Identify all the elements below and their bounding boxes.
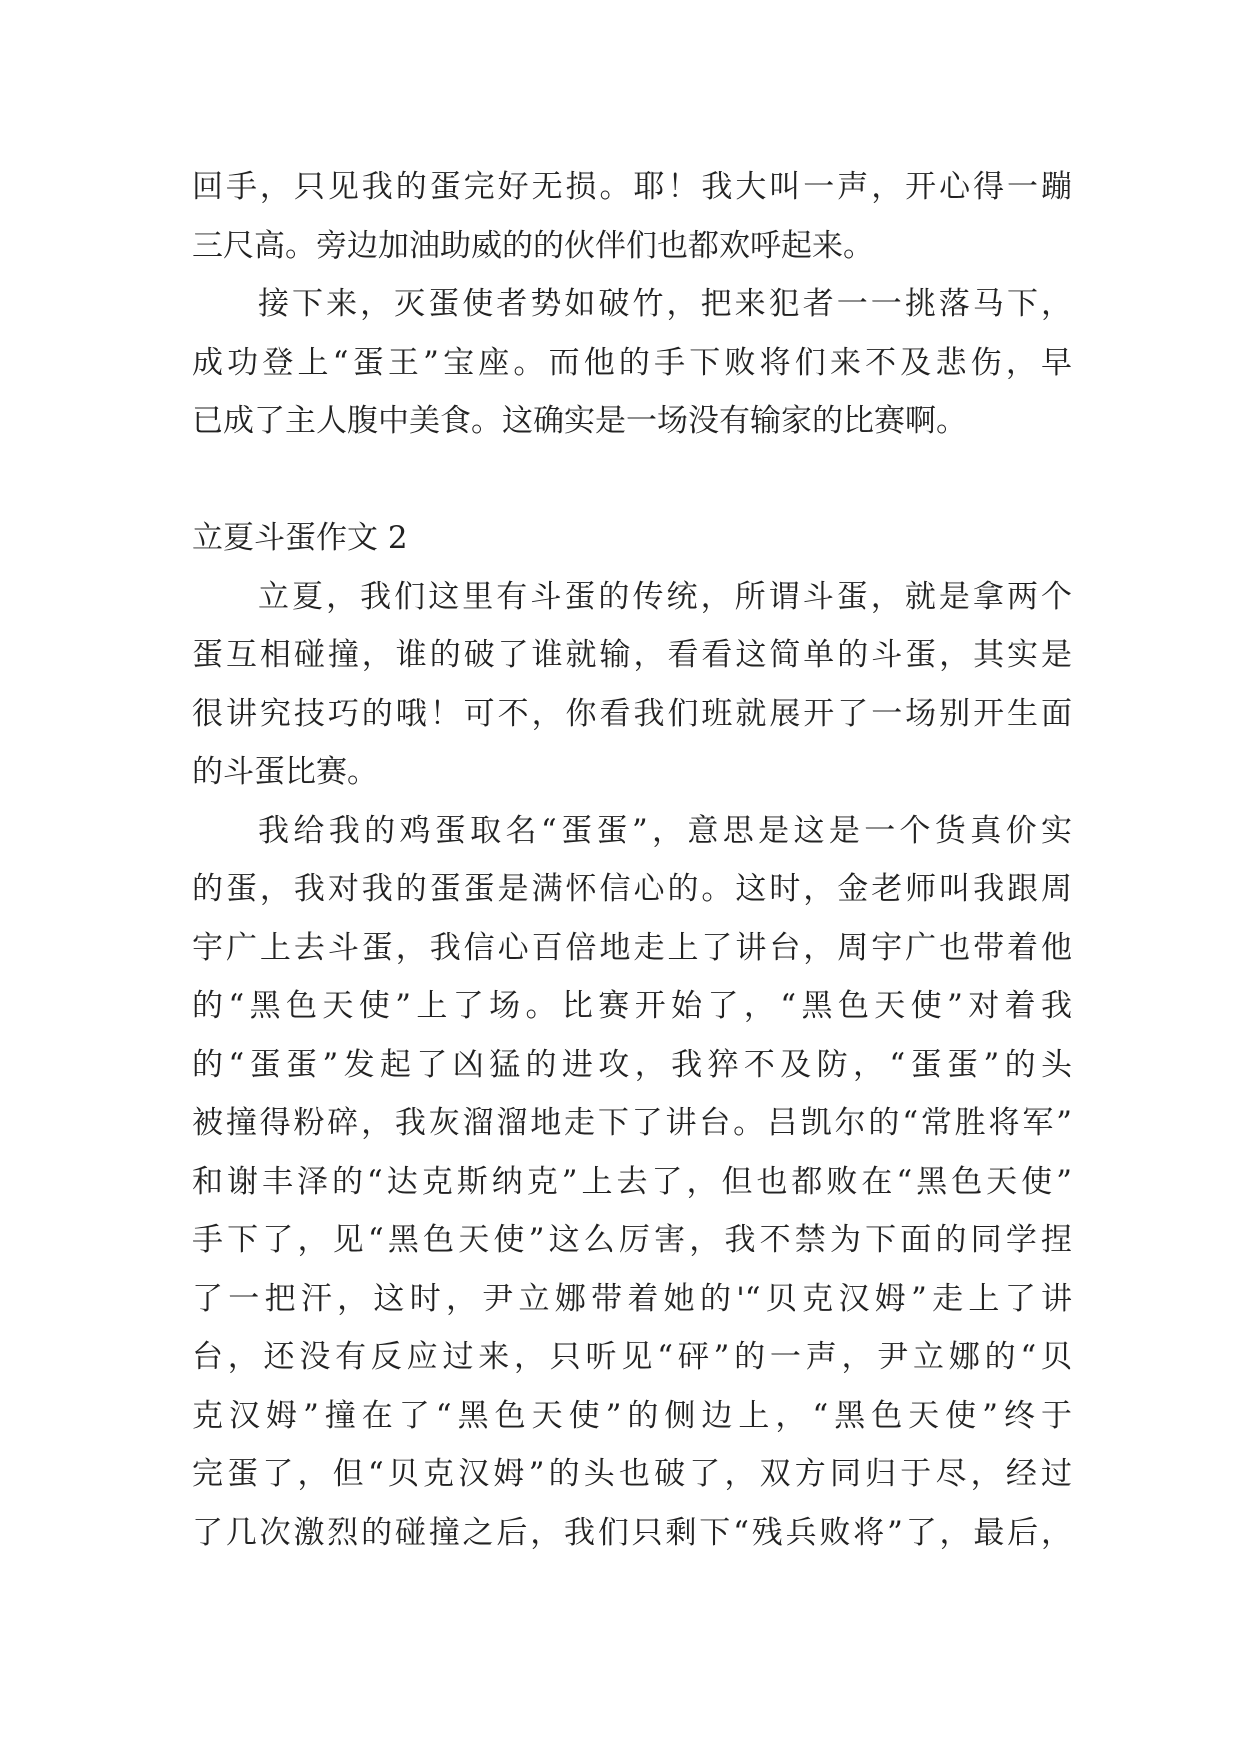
- text-line: 的“黑色天使”上了场。比赛开始了，“黑色天使”对着我: [192, 988, 1072, 1024]
- text-line: 回手，只见我的蛋完好无损。耶！我大叫一声，开心得一蹦: [192, 169, 1072, 205]
- text-line: 的“蛋蛋”发起了凶猛的进攻，我猝不及防，“蛋蛋”的头: [192, 1046, 1072, 1083]
- text-line: 立夏，我们这里有斗蛋的传统，所谓斗蛋，就是拿两个: [258, 578, 1072, 615]
- text-line: 成功登上“蛋王”宝座。而他的手下败将们来不及悲伤，早: [192, 344, 1072, 381]
- text-line: 蛋互相碰撞，谁的破了谁就输，看看这简单的斗蛋，其实是: [192, 637, 1072, 673]
- text-line: 的蛋，我对我的蛋蛋是满怀信心的。这时，金老师叫我跟周: [192, 871, 1072, 907]
- text-line: 手下了，见“黑色天使”这么厉害，我不禁为下面的同学捏: [192, 1222, 1072, 1258]
- section-heading: 立夏斗蛋作文 2: [192, 520, 408, 556]
- text-line: 接下来，灭蛋使者势如破竹，把来犯者一一挑落马下，: [258, 286, 1072, 322]
- paragraph-gap: [192, 451, 1072, 510]
- text-line: 完蛋了，但“贝克汉姆”的头也破了，双方同归于尽，经过: [192, 1456, 1072, 1492]
- text-line: 的斗蛋比赛。: [192, 754, 378, 790]
- text-line: 宇广上去斗蛋，我信心百倍地走上了讲台，周宇广也带着他: [192, 929, 1072, 966]
- text-line: 和谢丰泽的“达克斯纳克”上去了，但也都败在“黑色天使”: [192, 1163, 1072, 1200]
- document-body: [192, 158, 1072, 1562]
- text-line: 台，还没有反应过来，只听见“砰”的一声，尹立娜的“贝: [192, 1339, 1072, 1375]
- text-line: 三尺高。旁边加油助威的的伙伴们也都欢呼起来。: [192, 227, 874, 264]
- text-line: 我给我的鸡蛋取名“蛋蛋”，意思是这是一个货真价实: [258, 812, 1072, 849]
- text-line: 已成了主人腹中美食。这确实是一场没有输家的比赛啊。: [192, 403, 967, 439]
- text-line: 被撞得粉碎，我灰溜溜地走下了讲台。吕凯尔的“常胜将军”: [192, 1105, 1072, 1141]
- text-line: 了几次激烈的碰撞之后，我们只剩下“残兵败将”了，最后，: [192, 1514, 1072, 1551]
- text-line: 很讲究技巧的哦！可不，你看我们班就展开了一场别开生面: [192, 695, 1072, 732]
- text-line: 了一把汗，这时，尹立娜带着她的'“贝克汉姆”走上了讲: [192, 1280, 1072, 1317]
- text-line: 克汉姆”撞在了“黑色天使”的侧边上，“黑色天使”终于: [192, 1397, 1072, 1434]
